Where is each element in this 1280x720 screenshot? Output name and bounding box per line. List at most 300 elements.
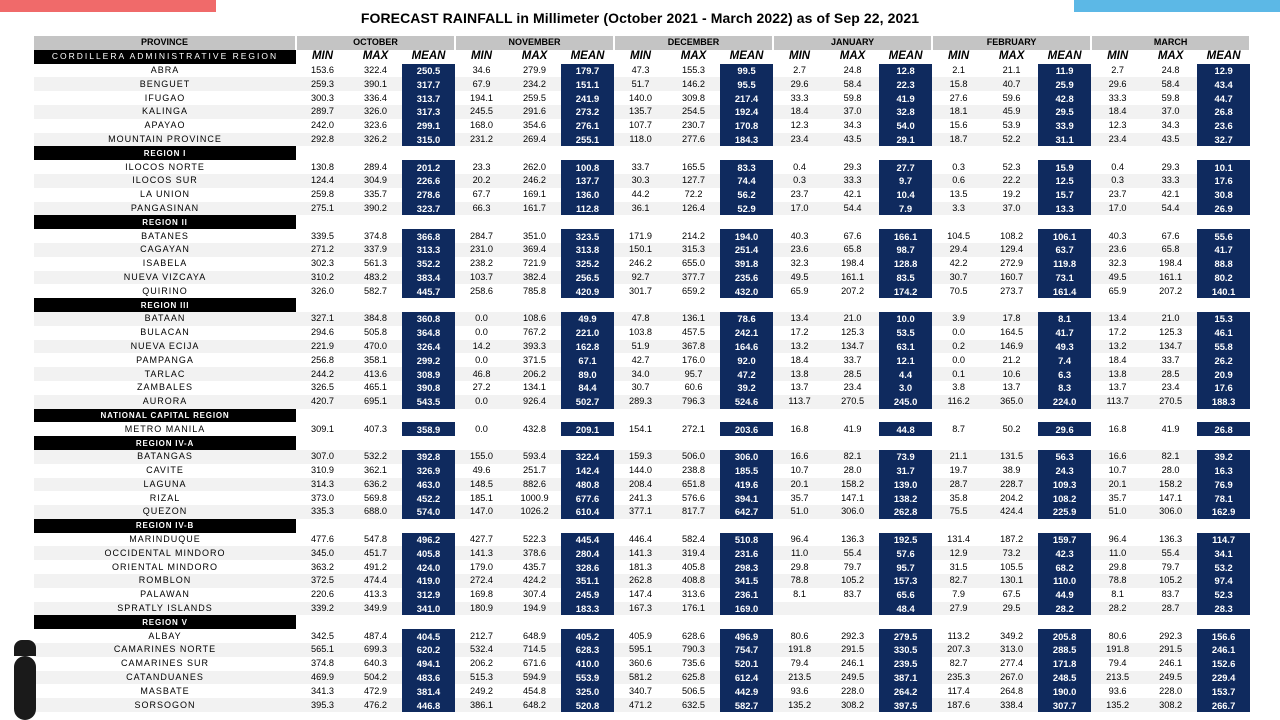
mean-value: 7.9	[879, 202, 932, 216]
max-value: 655.0	[682, 258, 706, 269]
min-value: 80.6	[790, 630, 809, 641]
max-value: 319.4	[667, 546, 720, 560]
mean-value: 15.3	[1197, 312, 1250, 326]
table-row	[34, 657, 1250, 671]
min-value: 187.6	[932, 698, 985, 712]
max-value: 476.2	[349, 698, 402, 712]
province-name: ILOCOS SUR	[34, 174, 296, 188]
min-value: 477.6	[311, 534, 334, 545]
mean-value: 15.7	[1038, 188, 1091, 202]
min-value: 427.7	[470, 534, 494, 545]
max-value: 505.8	[364, 327, 387, 338]
month-header-december: DECEMBER	[614, 36, 773, 50]
mean-value: 313.8	[561, 243, 614, 257]
mean-value: 326.4	[402, 340, 455, 354]
max-value: 249.5	[826, 671, 879, 685]
max-value: 59.8	[1161, 92, 1180, 103]
region-row	[34, 215, 1250, 229]
min-value: 34.0	[614, 367, 667, 381]
mean-value: 231.6	[720, 546, 773, 560]
max-value: 29.5	[985, 602, 1038, 616]
max-value: 169.1	[523, 189, 547, 200]
province-name: ISABELA	[142, 258, 188, 269]
min-value: 309.1	[311, 423, 334, 434]
max-value: 721.9	[523, 258, 547, 269]
min-value: 16.6	[773, 450, 826, 464]
min-value: 29.6	[1091, 77, 1144, 91]
mean-value: 9.7	[879, 174, 932, 188]
max-value: 72.2	[684, 189, 703, 200]
max-value: 767.2	[523, 327, 547, 338]
province-name: BULACAN	[140, 327, 190, 338]
min-value: 47.8	[614, 312, 667, 326]
min-value: 8.1	[793, 589, 806, 600]
min-value: 0.2	[932, 340, 985, 354]
max-value: 60.6	[684, 382, 703, 393]
min-value: 8.1	[1111, 589, 1124, 600]
max-value: 262.0	[523, 161, 547, 172]
region-spacer	[296, 615, 1250, 629]
min-value: 221.9	[296, 340, 349, 354]
min-value: 0.0	[952, 354, 965, 365]
province-name: ROMBLON	[34, 574, 296, 588]
max-value: 147.1	[1159, 492, 1183, 503]
max-value: 161.7	[508, 202, 561, 216]
min-value: 471.2	[614, 698, 667, 712]
region-spacer	[296, 298, 1250, 312]
mean-value: 119.8	[1038, 257, 1091, 271]
min-value: 147.4	[629, 589, 653, 600]
min-value: 92.7	[614, 271, 667, 285]
max-value: 43.5	[1144, 133, 1197, 147]
province-name: NUEVA VIZCAYA	[34, 271, 296, 285]
mean-value: 166.1	[879, 229, 932, 243]
max-value: 130.1	[985, 574, 1038, 588]
month-header-row	[34, 36, 1250, 50]
mean-value: 83.5	[879, 271, 932, 285]
min-value: 13.4	[1091, 312, 1144, 326]
mean-value: 313.3	[402, 243, 455, 257]
mean-value: 248.5	[1038, 671, 1091, 685]
max-value: 23.4	[1161, 382, 1180, 393]
mean-value: 99.5	[720, 64, 773, 78]
province-name: SPRATLY ISLANDS	[34, 602, 296, 616]
max-value: 277.4	[1000, 658, 1024, 669]
subheader-row	[34, 50, 1250, 64]
mean-value: 174.2	[879, 284, 932, 298]
min-value: 12.3	[790, 120, 809, 131]
min-value: 23.4	[773, 133, 826, 147]
min-value: 0.6	[932, 174, 985, 188]
province-name: MARINDUQUE	[129, 534, 201, 545]
max-value: 83.7	[1161, 589, 1180, 600]
province-name: BATANGAS	[34, 450, 296, 464]
min-value: 21.1	[932, 450, 985, 464]
min-value: 18.4	[1108, 354, 1127, 365]
min-value: 300.3	[311, 92, 334, 103]
mean-value: 47.2	[720, 367, 773, 381]
mean-value: 306.0	[720, 450, 773, 464]
max-value: 472.9	[364, 685, 387, 696]
mean-value: 245.0	[879, 395, 932, 409]
region-header: NATIONAL CAPITAL REGION	[34, 409, 296, 423]
max-value: 306.0	[1144, 505, 1197, 519]
mean-value: 152.6	[1197, 657, 1250, 671]
min-value: 10.7	[1108, 465, 1127, 476]
max-value: 43.5	[826, 133, 879, 147]
mean-value: 201.2	[402, 160, 455, 174]
mean-value: 405.8	[402, 546, 455, 560]
max-value: 136.1	[667, 312, 720, 326]
min-value: 49.5	[1091, 271, 1144, 285]
mean-value: 325.0	[561, 684, 614, 698]
max-value: 291.6	[508, 105, 561, 119]
max-value: 735.6	[682, 658, 706, 669]
mean-value: 11.9	[1038, 64, 1091, 78]
mean-value: 432.0	[720, 284, 773, 298]
min-value: 32.3	[1108, 258, 1127, 269]
max-value: 58.4	[1144, 77, 1197, 91]
mean-value: 520.8	[561, 698, 614, 712]
min-value: 0.3	[952, 161, 965, 172]
max-value: 146.9	[985, 340, 1038, 354]
min-value: 13.5	[949, 189, 968, 200]
table-row	[34, 77, 1250, 91]
min-value: 155.0	[455, 450, 508, 464]
min-value: 532.4	[455, 643, 508, 657]
mean-value: 159.7	[1038, 533, 1091, 547]
table-row	[34, 588, 1250, 602]
max-value: 413.3	[364, 589, 387, 600]
max-value: 504.2	[349, 671, 402, 685]
mean-value: 185.5	[720, 464, 773, 478]
min-value: 180.9	[455, 602, 508, 616]
max-value	[826, 602, 879, 616]
min-value: 395.3	[296, 698, 349, 712]
min-value: 3.8	[952, 382, 965, 393]
mean-value: 463.0	[402, 478, 455, 492]
mean-value: 153.7	[1197, 684, 1250, 698]
max-value: 45.9	[985, 105, 1038, 119]
min-value: 11.0	[1091, 546, 1144, 560]
max-value: 335.7	[364, 189, 387, 200]
min-value: 113.7	[773, 395, 826, 409]
min-value: 326.0	[311, 285, 334, 296]
mean-value: 31.1	[1038, 133, 1091, 147]
max-value: 323.6	[364, 120, 387, 131]
max-value: 254.5	[667, 105, 720, 119]
table-row	[34, 243, 1250, 257]
max-value: 29.3	[1161, 161, 1180, 172]
mean-value: 97.4	[1197, 574, 1250, 588]
max-value: 58.4	[826, 77, 879, 91]
table-row	[34, 602, 1250, 616]
mean-value: 46.1	[1197, 326, 1250, 340]
mean-value: 279.5	[879, 629, 932, 643]
min-value: 18.4	[790, 354, 809, 365]
min-value: 169.8	[470, 589, 494, 600]
max-value: 349.2	[1000, 630, 1024, 641]
min-value: 16.8	[1108, 423, 1127, 434]
min-value: 29.8	[790, 561, 809, 572]
min-value: 27.9	[932, 602, 985, 616]
table-row	[34, 202, 1250, 216]
max-value: 82.1	[826, 450, 879, 464]
min-value: 20.1	[1091, 478, 1144, 492]
mean-value: 205.8	[1038, 629, 1091, 643]
mean-value: 32.7	[1197, 133, 1250, 147]
table-row	[34, 464, 1250, 478]
min-value: 131.4	[947, 534, 971, 545]
max-value: 594.9	[508, 671, 561, 685]
mean-value: 169.0	[720, 602, 773, 616]
mean-value: 39.2	[720, 381, 773, 395]
max-value: 337.9	[349, 243, 402, 257]
min-value: 310.9	[311, 465, 334, 476]
min-value: 30.7	[932, 271, 985, 285]
max-value: 40.7	[985, 77, 1038, 91]
table-row	[34, 188, 1250, 202]
mean-value: 209.1	[561, 422, 614, 436]
max-value: 234.2	[508, 77, 561, 91]
mean-value: 26.8	[1197, 422, 1250, 436]
table-row	[34, 671, 1250, 685]
region-row	[34, 298, 1250, 312]
month-header-october: OCTOBER	[296, 36, 455, 50]
max-value: 326.2	[349, 133, 402, 147]
table-row	[34, 491, 1250, 505]
mean-value: 10.1	[1197, 160, 1250, 174]
mean-value: 317.7	[402, 77, 455, 91]
min-value: 191.8	[773, 643, 826, 657]
mean-value: 420.9	[561, 284, 614, 298]
min-value: 167.3	[614, 602, 667, 616]
mean-value: 25.9	[1038, 77, 1091, 91]
max-value: 659.2	[682, 285, 706, 296]
subheader-mean: MEAN	[879, 50, 932, 64]
min-value: 7.9	[952, 589, 965, 600]
mean-value: 13.3	[1038, 202, 1091, 216]
mean-value: 221.0	[561, 326, 614, 340]
region-header: REGION V	[34, 615, 296, 629]
max-value: 176.1	[667, 602, 720, 616]
mean-value: 190.0	[1038, 684, 1091, 698]
max-value: 926.4	[508, 395, 561, 409]
mean-value: 92.0	[720, 353, 773, 367]
min-value: 20.2	[455, 174, 508, 188]
max-value: 54.4	[1144, 202, 1197, 216]
max-value: 187.2	[1000, 534, 1024, 545]
max-value: 569.8	[364, 492, 387, 503]
max-value: 134.1	[523, 382, 547, 393]
max-value: 648.2	[508, 698, 561, 712]
province-name: BATANES	[141, 230, 189, 241]
max-value: 292.3	[841, 630, 865, 641]
province-name: SORSOGON	[34, 698, 296, 712]
subheader-min: MIN	[455, 50, 508, 64]
subheader-max: MAX	[1144, 50, 1197, 64]
mean-value: 224.0	[1038, 395, 1091, 409]
max-value: 714.5	[508, 643, 561, 657]
province-name: ILOCOS NORTE	[125, 161, 205, 172]
mean-value: 520.1	[720, 657, 773, 671]
mean-value: 27.7	[879, 160, 932, 174]
mean-value: 80.2	[1197, 271, 1250, 285]
mean-value: 162.9	[1197, 505, 1250, 519]
max-value: 33.3	[826, 174, 879, 188]
mean-value: 162.8	[561, 340, 614, 354]
mean-value: 341.0	[402, 602, 455, 616]
min-value: 23.4	[1091, 133, 1144, 147]
mean-value: 628.3	[561, 643, 614, 657]
mean-value: 322.4	[561, 450, 614, 464]
min-value: 0.0	[475, 354, 488, 365]
logo-shape-top	[14, 640, 36, 656]
max-value: 160.7	[985, 271, 1038, 285]
min-value: 310.2	[296, 271, 349, 285]
min-value: 244.2	[296, 367, 349, 381]
mean-value: 620.2	[402, 643, 455, 657]
max-value: 382.4	[508, 271, 561, 285]
min-value: 194.1	[470, 92, 494, 103]
mean-value: 241.9	[561, 91, 614, 105]
max-value: 136.3	[1159, 534, 1183, 545]
max-value: 308.2	[826, 698, 879, 712]
min-value: 17.2	[1108, 327, 1127, 338]
max-value: 424.2	[508, 574, 561, 588]
mean-value: 29.5	[1038, 105, 1091, 119]
mean-value: 317.3	[402, 105, 455, 119]
min-value: 246.2	[629, 258, 653, 269]
mean-value: 480.8	[561, 478, 614, 492]
max-value: 146.2	[667, 77, 720, 91]
min-value: 140.0	[629, 92, 653, 103]
min-value: 2.7	[1111, 64, 1124, 75]
mean-value: 73.9	[879, 450, 932, 464]
table-row	[34, 505, 1250, 519]
max-value: 13.7	[1002, 382, 1021, 393]
min-value: 374.8	[311, 658, 334, 669]
mean-value: 299.1	[402, 119, 455, 133]
mean-value: 89.0	[561, 367, 614, 381]
min-value: 238.2	[470, 258, 494, 269]
mean-value: 642.7	[720, 505, 773, 519]
mean-value: 53.2	[1197, 560, 1250, 574]
mean-value: 245.9	[561, 588, 614, 602]
mean-value: 313.7	[402, 91, 455, 105]
min-value: 18.7	[932, 133, 985, 147]
min-value: 16.8	[790, 423, 809, 434]
max-value: 506.0	[667, 450, 720, 464]
max-value: 207.2	[1159, 285, 1183, 296]
max-value: 134.7	[826, 340, 879, 354]
subheader-min: MIN	[296, 50, 349, 64]
min-value: 147.0	[455, 505, 508, 519]
mean-value: 419.6	[720, 478, 773, 492]
max-value: 506.5	[682, 685, 706, 696]
subheader-mean: MEAN	[561, 50, 614, 64]
mean-value: 26.9	[1197, 202, 1250, 216]
mean-value: 442.9	[720, 684, 773, 698]
mean-value: 239.5	[879, 657, 932, 671]
max-value: 67.6	[843, 230, 862, 241]
mean-value: 203.6	[720, 422, 773, 436]
min-value: 345.0	[296, 546, 349, 560]
min-value: 0.4	[793, 161, 806, 172]
max-value: 136.3	[841, 534, 865, 545]
min-value: 12.3	[1108, 120, 1127, 131]
mean-value: 229.4	[1197, 671, 1250, 685]
max-value: 625.8	[667, 671, 720, 685]
mean-value: 112.8	[561, 202, 614, 216]
max-value: 291.5	[826, 643, 879, 657]
mean-value: 26.8	[1197, 105, 1250, 119]
max-value: 532.2	[349, 450, 402, 464]
min-value: 32.3	[790, 258, 809, 269]
province-name: ZAMBALES	[136, 382, 193, 393]
min-value: 118.0	[614, 133, 667, 147]
province-name: CAMARINES SUR	[120, 658, 209, 669]
province-name: LA UNION	[139, 189, 190, 200]
max-value: 306.0	[826, 505, 879, 519]
mean-value: 524.6	[720, 395, 773, 409]
min-value: 14.2	[455, 340, 508, 354]
min-value: 46.8	[455, 367, 508, 381]
mean-value: 95.5	[720, 77, 773, 91]
max-value: 158.2	[1144, 478, 1197, 492]
mean-value: 383.4	[402, 271, 455, 285]
min-value: 148.5	[455, 478, 508, 492]
max-value: 198.4	[841, 258, 865, 269]
province-name: ORIENTAL MINDORO	[111, 561, 218, 572]
mean-value: 242.1	[720, 326, 773, 340]
min-value: 30.3	[614, 174, 667, 188]
province-name: CATANDUANES	[34, 671, 296, 685]
max-value: 246.1	[841, 658, 865, 669]
subheader-min: MIN	[614, 50, 667, 64]
rainfall-table-body	[34, 64, 1250, 712]
min-value: 42.7	[631, 354, 650, 365]
max-value: 59.6	[1002, 92, 1021, 103]
mean-value: 23.6	[1197, 119, 1250, 133]
max-value: 82.1	[1144, 450, 1197, 464]
max-value: 796.3	[667, 395, 720, 409]
max-value: 277.6	[667, 133, 720, 147]
min-value: 33.3	[1108, 92, 1127, 103]
mean-value: 31.7	[879, 464, 932, 478]
mean-value: 390.8	[402, 381, 455, 395]
month-header-november: NOVEMBER	[455, 36, 614, 50]
min-value: 150.1	[614, 243, 667, 257]
min-value: 135.2	[773, 698, 826, 712]
max-value: 358.1	[364, 354, 387, 365]
max-value: 651.8	[667, 478, 720, 492]
province-name: BATAAN	[34, 312, 296, 326]
min-value: 515.3	[455, 671, 508, 685]
mean-value: 226.6	[402, 174, 455, 188]
max-value: 291.5	[1144, 643, 1197, 657]
max-value: 336.4	[364, 92, 387, 103]
min-value: 29.8	[1108, 561, 1127, 572]
max-value: 259.5	[523, 92, 547, 103]
mean-value: 42.3	[1038, 546, 1091, 560]
mean-value: 330.5	[879, 643, 932, 657]
min-value: 35.7	[790, 492, 809, 503]
mean-value: 41.7	[1197, 243, 1250, 257]
table-row	[34, 64, 1250, 78]
max-value: 19.2	[1002, 189, 1021, 200]
mean-value: 108.2	[1038, 491, 1091, 505]
